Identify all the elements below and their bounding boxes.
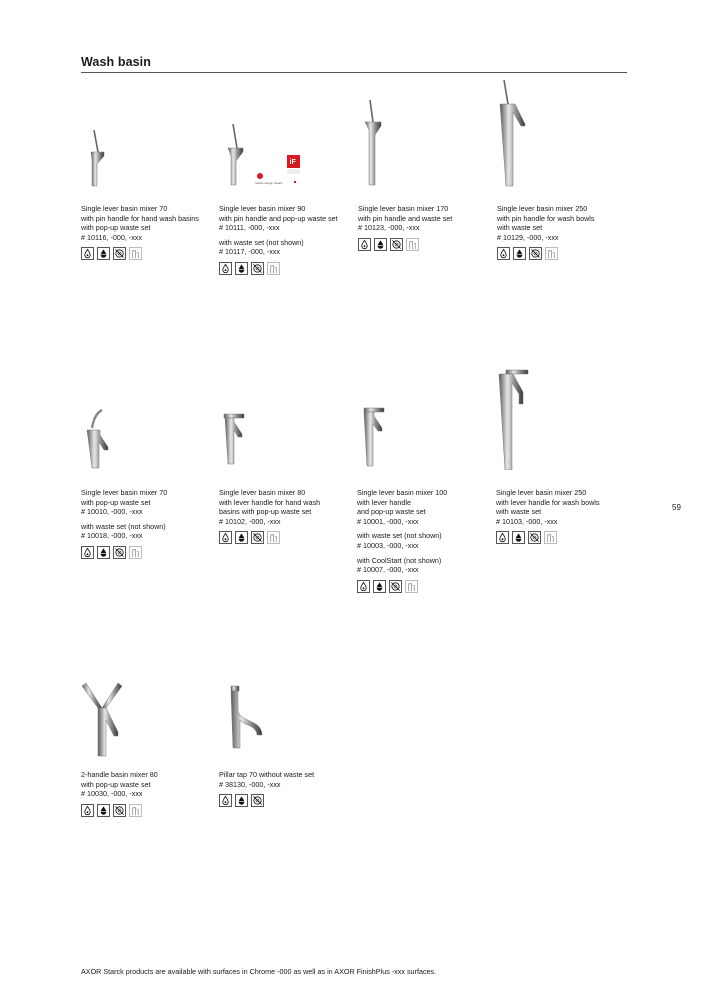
feature-icons [219,531,320,544]
water-drop-icon [358,238,371,251]
title-divider [81,72,627,73]
tall-bowl-icon [129,247,142,260]
product-image-basin-mixer-100-lever [358,406,392,468]
feature-icons [357,580,447,593]
award-badges [255,154,301,188]
product-image-basin-mixer-70-lever [82,408,116,470]
water-drop-icon [219,531,232,544]
page-title: Wash basin [81,55,151,69]
water-drop-icon [219,262,232,275]
tall-bowl-icon [406,238,419,251]
tall-bowl-icon [405,580,418,593]
aerator-icon [528,531,541,544]
page-number: 59 [672,503,681,512]
footer-note: AXOR Starck products are available with surfaces in Chrome -000 as well as in AXOR FinishPlus -xxx surfaces. [81,967,437,976]
product-text-8: Single lever basin mixer 250 with lever handle for wash bowls with waste set # 10103, -000, -xxx [496,488,599,544]
product-text-9: 2-handle basin mixer 80 with pop-up waste set # 10030, -000, -xxx [81,770,158,817]
product-text-10: Pillar tap 70 without waste set # 38130, -000, -xxx [219,770,314,807]
tall-bowl-icon [267,531,280,544]
aerator-icon [390,238,403,251]
product-text-3: Single lever basin mixer 170 with pin handle and waste set # 10123, -000, -xxx [358,204,452,251]
feature-icons [81,546,167,559]
half-drop-icon [97,804,110,817]
product-image-basin-mixer-70-pin [82,128,112,188]
aerator-icon [113,546,126,559]
tall-bowl-icon [129,804,142,817]
product-image-2-handle-basin-mixer-80 [78,680,126,760]
product-text-4: Single lever basin mixer 250 with pin handle for wash bowls with waste set # 10129, -000, -xxx [497,204,594,260]
feature-icons [81,804,158,817]
aerator-icon [251,794,264,807]
half-drop-icon [374,238,387,251]
feature-icons [358,238,452,251]
aerator-icon [251,262,264,275]
tall-bowl-icon [129,546,142,559]
aerator-icon [251,531,264,544]
tall-bowl-icon [267,262,280,275]
aerator-icon [113,804,126,817]
product-image-basin-mixer-90-pin [220,122,252,188]
water-drop-icon [496,531,509,544]
tall-bowl-icon [545,247,558,260]
half-drop-icon [513,247,526,260]
half-drop-icon [97,247,110,260]
aerator-icon [389,580,402,593]
product-text-5: Single lever basin mixer 70 with pop-up waste set # 10010, -000, -xxx with waste set (not shown) # 10018, -000, -xxx [81,488,167,559]
half-drop-icon [235,531,248,544]
product-image-basin-mixer-170-pin [358,98,392,188]
half-drop-icon [97,546,110,559]
product-text-1: Single lever basin mixer 70 with pin handle for hand wash basins with pop-up waste set # 10116, -000, -xxx [81,204,199,260]
svg-text:iF: iF [289,159,296,166]
water-drop-icon [357,580,370,593]
feature-icons [496,531,599,544]
water-drop-icon [497,247,510,260]
product-image-basin-mixer-250-pin [497,78,533,188]
water-drop-icon [219,794,232,807]
half-drop-icon [235,794,248,807]
product-image-basin-mixer-250-lever [496,368,532,470]
feature-icons [81,247,199,260]
product-text-6: Single lever basin mixer 80 with lever handle for hand wash basins with pop-up waste set # 10102, -000, -xxx [219,488,320,544]
water-drop-icon [81,546,94,559]
water-drop-icon [81,247,94,260]
aerator-icon [113,247,126,260]
product-text-2: Single lever basin mixer 90 with pin handle and pop-up waste set # 10111, -000, -xxx with waste set (not shown) # 10117, -000, -xxx [219,204,338,275]
svg-text:reddot design award: reddot design award [255,181,283,185]
product-text-7: Single lever basin mixer 100 with lever handle and pop-up waste set # 10001, -000, -xxx with waste set (not shown) # 10003, -000, -xxx with CoolStart (not shown) # 10007, -000, -xxx [357,488,447,593]
product-image-pillar-tap-70 [222,684,268,750]
water-drop-icon [81,804,94,817]
product-image-basin-mixer-80-lever [220,412,252,466]
aerator-icon [529,247,542,260]
feature-icons [497,247,594,260]
half-drop-icon [373,580,386,593]
half-drop-icon [235,262,248,275]
tall-bowl-icon [544,531,557,544]
half-drop-icon [512,531,525,544]
feature-icons [219,794,314,807]
feature-icons [219,262,338,275]
